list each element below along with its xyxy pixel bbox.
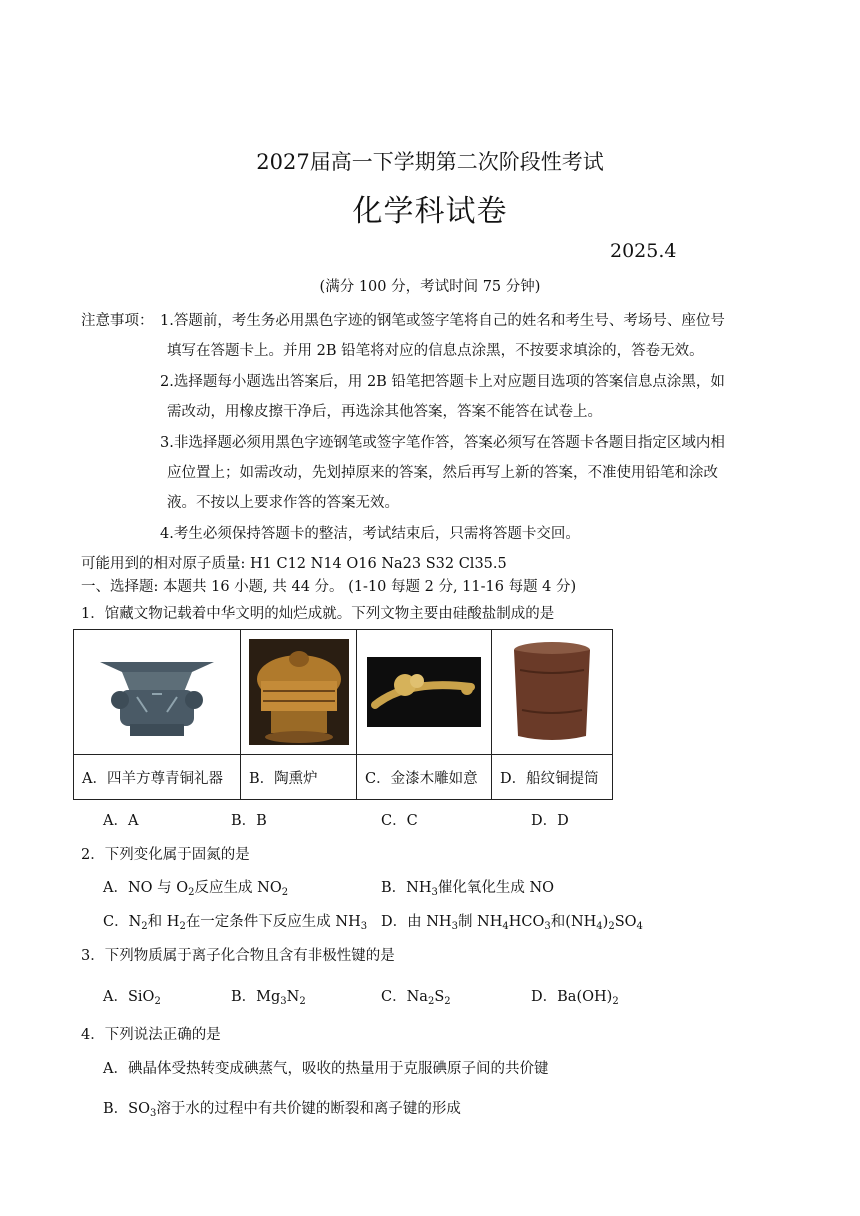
- q4-option-a: A．碘晶体受热转变成碘蒸气，吸收的热量用于克服碘原子间的共价键: [103, 1061, 549, 1077]
- bronze-tube-image: [510, 640, 594, 744]
- notice-4: 4.考生必须保持答题卡的整洁，考试结束后，只需将答题卡交回。: [160, 526, 580, 542]
- notice-1-line-2: 填写在答题卡上。并用 2B 铅笔将对应的信息点涂黑，不按要求填涂的，答卷无效。: [167, 343, 704, 359]
- notice-3-line-1: 3.非选择题必须用黑色字迹钢笔或签字笔作答，答案必须写在答题卡各题目指定区域内相: [160, 435, 725, 451]
- pottery-censer-image: [249, 639, 349, 745]
- q2-option-d: D．由 $NH_3$制 $NH_4HCO_3$和$(NH_4)_2SO_4$: [381, 914, 643, 932]
- caption-d: D．船纹铜提筒: [492, 755, 613, 800]
- caption-c: C．金漆木雕如意: [357, 755, 492, 800]
- q3-stem: 3．下列物质属于离子化合物且含有非极性键的是: [81, 948, 395, 964]
- q4-stem: 4．下列说法正确的是: [81, 1027, 221, 1043]
- notice-2-line-1: 2.选择题每小题选出答案后，用 2B 铅笔把答题卡上对应题目选项的答案信息点涂黑，如: [160, 374, 725, 390]
- q1-option-a: A．A: [103, 813, 139, 829]
- q2-option-c: C．$N_2$和 $H_2$在一定条件下反应生成 $NH_3$: [103, 914, 368, 932]
- cell-c-image: [357, 630, 492, 755]
- q3-option-d: D．$Ba(OH)_2$: [531, 989, 619, 1007]
- q1-option-b: B．B: [231, 813, 267, 829]
- section-heading: 一、选择题: 本题共 16 小题, 共 44 分。 (1-10 每题 2 分, 11-16 每题 4 分): [81, 579, 577, 595]
- q3-option-a: A．SiO$_2$: [103, 989, 161, 1007]
- exam-title: 2027届高一下学期第二次阶段性考试: [256, 150, 604, 174]
- q3-option-b: B．$Mg_3N_2$: [231, 989, 306, 1007]
- q1-option-d: D．D: [531, 813, 569, 829]
- exam-date: 2025.4: [610, 240, 677, 262]
- score-time: (满分 100 分，考试时间 75 分钟): [319, 279, 541, 295]
- notice-3-line-3: 液。不按以上要求作答的答案无效。: [167, 495, 399, 511]
- q1-stem: 1．馆藏文物记载着中华文明的灿烂成就。下列文物主要由硅酸盐制成的是: [81, 606, 555, 622]
- q4-option-b: B．$SO_3$溶于水的过程中有共价键的断裂和离子键的形成: [103, 1101, 461, 1119]
- notice-3-line-2: 应位置上；如需改动，先划掉原来的答案，然后再写上新的答案，不准使用铅笔和涂改: [167, 465, 718, 481]
- caption-b: B．陶熏炉: [241, 755, 357, 800]
- q1-artifact-table: [73, 629, 613, 800]
- notice-label: 注意事项：: [81, 313, 154, 329]
- subject-title: 化学科试卷: [352, 194, 508, 229]
- q2-option-b: B．$NH_3$催化氧化生成 NO: [381, 880, 555, 898]
- cell-d-image: [492, 630, 613, 755]
- q2-option-a: A．NO 与 $O_2$反应生成 $NO_2$: [103, 880, 289, 898]
- q1-option-c: C．C: [381, 813, 418, 829]
- q3-option-c: C．$Na_2S_2$: [381, 989, 451, 1007]
- notice-2-line-2: 需改动，用橡皮擦干净后，再选涂其他答案，答案不能答在试卷上。: [167, 404, 602, 420]
- atomic-masses: 可能用到的相对原子质量: H1 C12 N14 O16 Na23 S32 Cl35.5: [81, 556, 507, 572]
- gold-ruyi-image: [367, 657, 481, 727]
- q2-stem: 2．下列变化属于固氮的是: [81, 847, 250, 863]
- bronze-zun-image: [92, 642, 222, 742]
- cell-b-image: [241, 630, 357, 755]
- cell-a-image: [74, 630, 241, 755]
- notice-1-line-1: 1.答题前，考生务必用黑色字迹的钢笔或签字笔将自己的姓名和考生号、考场号、座位号: [160, 313, 725, 329]
- caption-a: A．四羊方尊青铜礼器: [74, 755, 241, 800]
